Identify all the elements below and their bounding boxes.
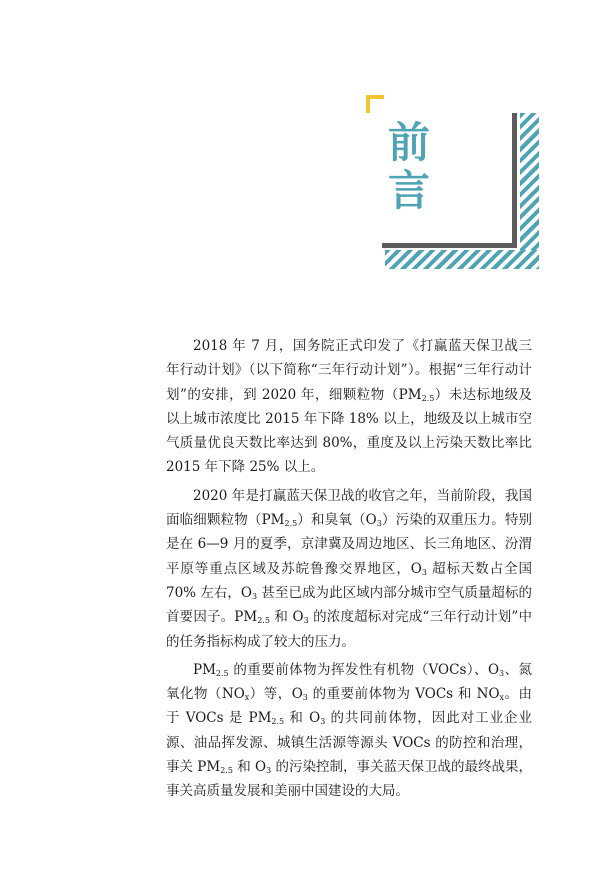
page-title-char-1: 前 — [387, 118, 430, 167]
yellow-corner-bracket — [366, 95, 384, 113]
subscript: 2.5 — [257, 616, 270, 626]
subscript: 3 — [266, 766, 272, 776]
subscript: x — [244, 693, 250, 703]
subscript: 3 — [303, 616, 309, 626]
subscript: 2.5 — [284, 519, 298, 529]
teal-stripe-right — [520, 113, 539, 268]
subscript: 3 — [376, 519, 382, 529]
paragraph-1: 2018 年 7 月，国务院正式印发了《打赢蓝天保卫战三年行动计划》（以下简称“三年行动计划”）。根据“三年行动计划”的安排，到 2020 年，细颗粒物$(PM_{2.5})$未达标地级及以上城市浓度比 2015 年下降 18% 以上，地级及以上城市空气质量优良天数比率达到 80%，重度及以上污染天数比率比 2015 年下降 25% 以上。 — [166, 338, 532, 476]
subscript: 2.5 — [271, 717, 285, 727]
subscript: 2.5 — [215, 668, 229, 678]
subscript: 2.5 — [220, 766, 233, 776]
subscript: 3 — [252, 591, 258, 601]
subscript: 3 — [302, 693, 308, 703]
page-title-char-2: 言 — [387, 166, 430, 215]
teal-stripe-bottom — [385, 250, 539, 269]
title-block — [360, 95, 545, 275]
subscript: 3 — [421, 567, 427, 577]
subscript: 3 — [499, 668, 505, 678]
gray-frame-horizontal — [382, 243, 517, 248]
subscript: 2.5 — [421, 393, 435, 403]
subscript: 3 — [320, 717, 326, 727]
paragraph-3: $PM_{2.5}$ 的重要前体物为挥发性有机物（VOCs）、$O_3$、氮氧化物$(NO_x)$等，$O_3$ 的重要前体物为 VOCs 和 $NO_x$。由于 VOCs 是 $PM_{2.5}$ 和 $O_3$ 的共同前体物，因此对工业企业源、油品挥发源、城镇生活源等源头 VOCs 的防控和治理，事关 $PM_{2.5}$ 和 $O_3$ 的污染控制，事关蓝天保卫战的最终战果，事关高质量发展和美丽中国建设的大局。 — [166, 661, 533, 800]
paragraph-2: 2020 年是打赢蓝天保卫战的收官之年，当前阶段，我国面临细颗粒物$(PM_{2.5})$和臭氧$(O_3)$污染的双重压力。特别是在 6—9 月的夏季，京津冀及周边地区、长三角地区、汾渭平原等重点区域及苏皖鲁豫交界地区，$O_3$ 超标天数占全国 70% 左右，$O_3$ 甚至已成为此区域内部分城市空气质量超标的首要因子。$PM_{2.5}$ 和 $O_3$ 的浓度超标对完成“三年行动计划”中的任务指标构成了较大的压力。 — [166, 487, 532, 650]
gray-frame-vertical — [512, 113, 517, 248]
subscript: x — [499, 693, 505, 703]
body-text — [166, 334, 532, 808]
